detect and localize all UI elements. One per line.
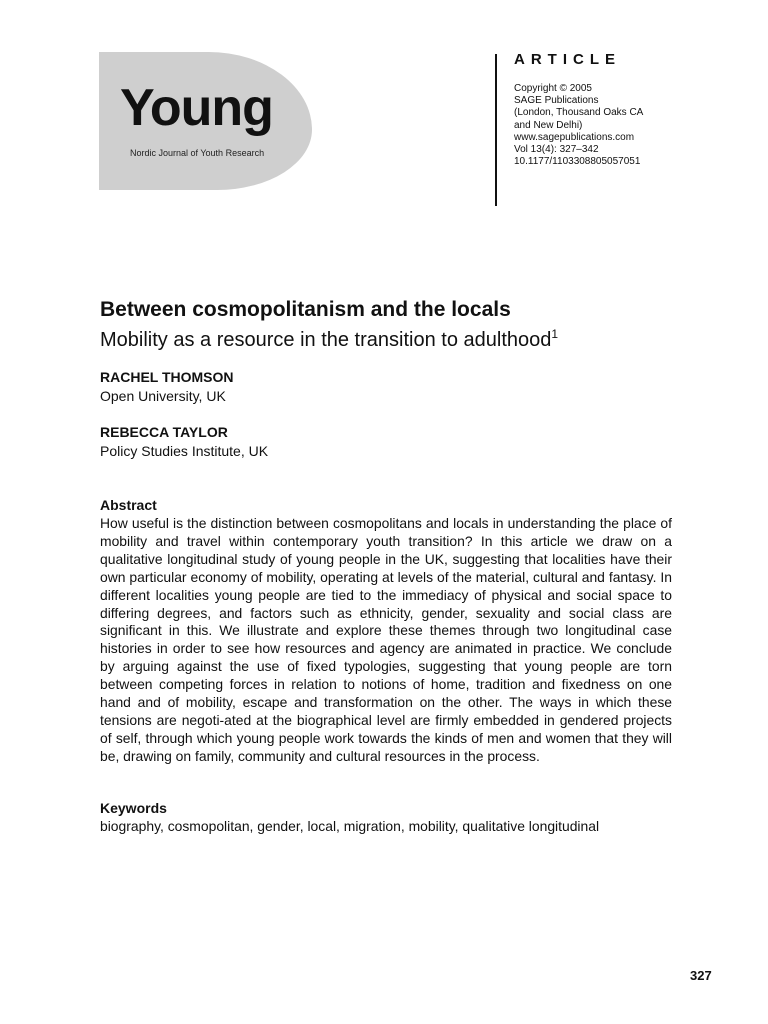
paper-subtitle-text: Mobility as a resource in the transition to adulthood [100, 329, 552, 351]
author-name: RACHEL THOMSON [100, 369, 234, 385]
abstract-body: How useful is the distinction between cosmopolitans and locals in understanding the place of mobility and travel within contemporary youth transition? In this article we draw on a qualitative longitudinal study of young people in the UK, suggesting that localities have their own particular economy of mobility, operating at levels of the material, cultural and fantasy. In different localities young people are tied to the immediacy of physical and social space to differing degrees, and factors such as ethnicity, gender, sexuality and social class are significant in this. We illustrate and explore these themes through two longitudinal case histories in order to see how resources and agency are animated in practice. We conclude by arguing against the use of fixed typologies, suggesting that young people are torn between competing forces in relation to notions of home, tradition and fixedness on one hand and of mobility, escape and transformation on the other. The ways in which these tensions are negoti-ated at the biographical level are firmly embedded in gendered projects of self, through which young people work towards the kinds of men and women that they will be, drawing on family, community and cultural resources in the process. [100, 515, 672, 764]
publication-info [514, 83, 643, 168]
footnote-marker[interactable]: 1 [551, 327, 559, 341]
keywords-heading: Keywords [100, 800, 167, 816]
publisher-website[interactable]: www.sagepublications.com [514, 131, 635, 143]
journal-logo-subtitle: Nordic Journal of Youth Research [130, 148, 265, 158]
paper-title: Between cosmopolitanism and the locals [100, 298, 511, 321]
header-divider [495, 54, 497, 206]
page-number: 327 [690, 968, 712, 983]
author-affiliation: Policy Studies Institute, UK [100, 443, 269, 459]
volume-line: Vol 13(4): 327–342 [514, 144, 599, 156]
publisher-location-line: (London, Thousand Oaks CA [514, 107, 644, 119]
doi-line: 10.1177/1103308805057051 [514, 156, 641, 168]
article-type-label: ARTICLE [514, 51, 621, 68]
keywords-list: biography, cosmopolitan, gender, local, migration, mobility, qualitative longitudinal [100, 818, 600, 834]
publisher-line: SAGE Publications [514, 95, 599, 107]
copyright-line: Copyright © 2005 [514, 83, 592, 94]
paper-subtitle [100, 327, 558, 352]
journal-logo-name: Young [120, 79, 273, 137]
publisher-location-line: and New Delhi) [514, 119, 583, 131]
abstract-heading: Abstract [100, 497, 157, 513]
author-name: REBECCA TAYLOR [100, 424, 228, 440]
author-affiliation: Open University, UK [100, 388, 226, 404]
